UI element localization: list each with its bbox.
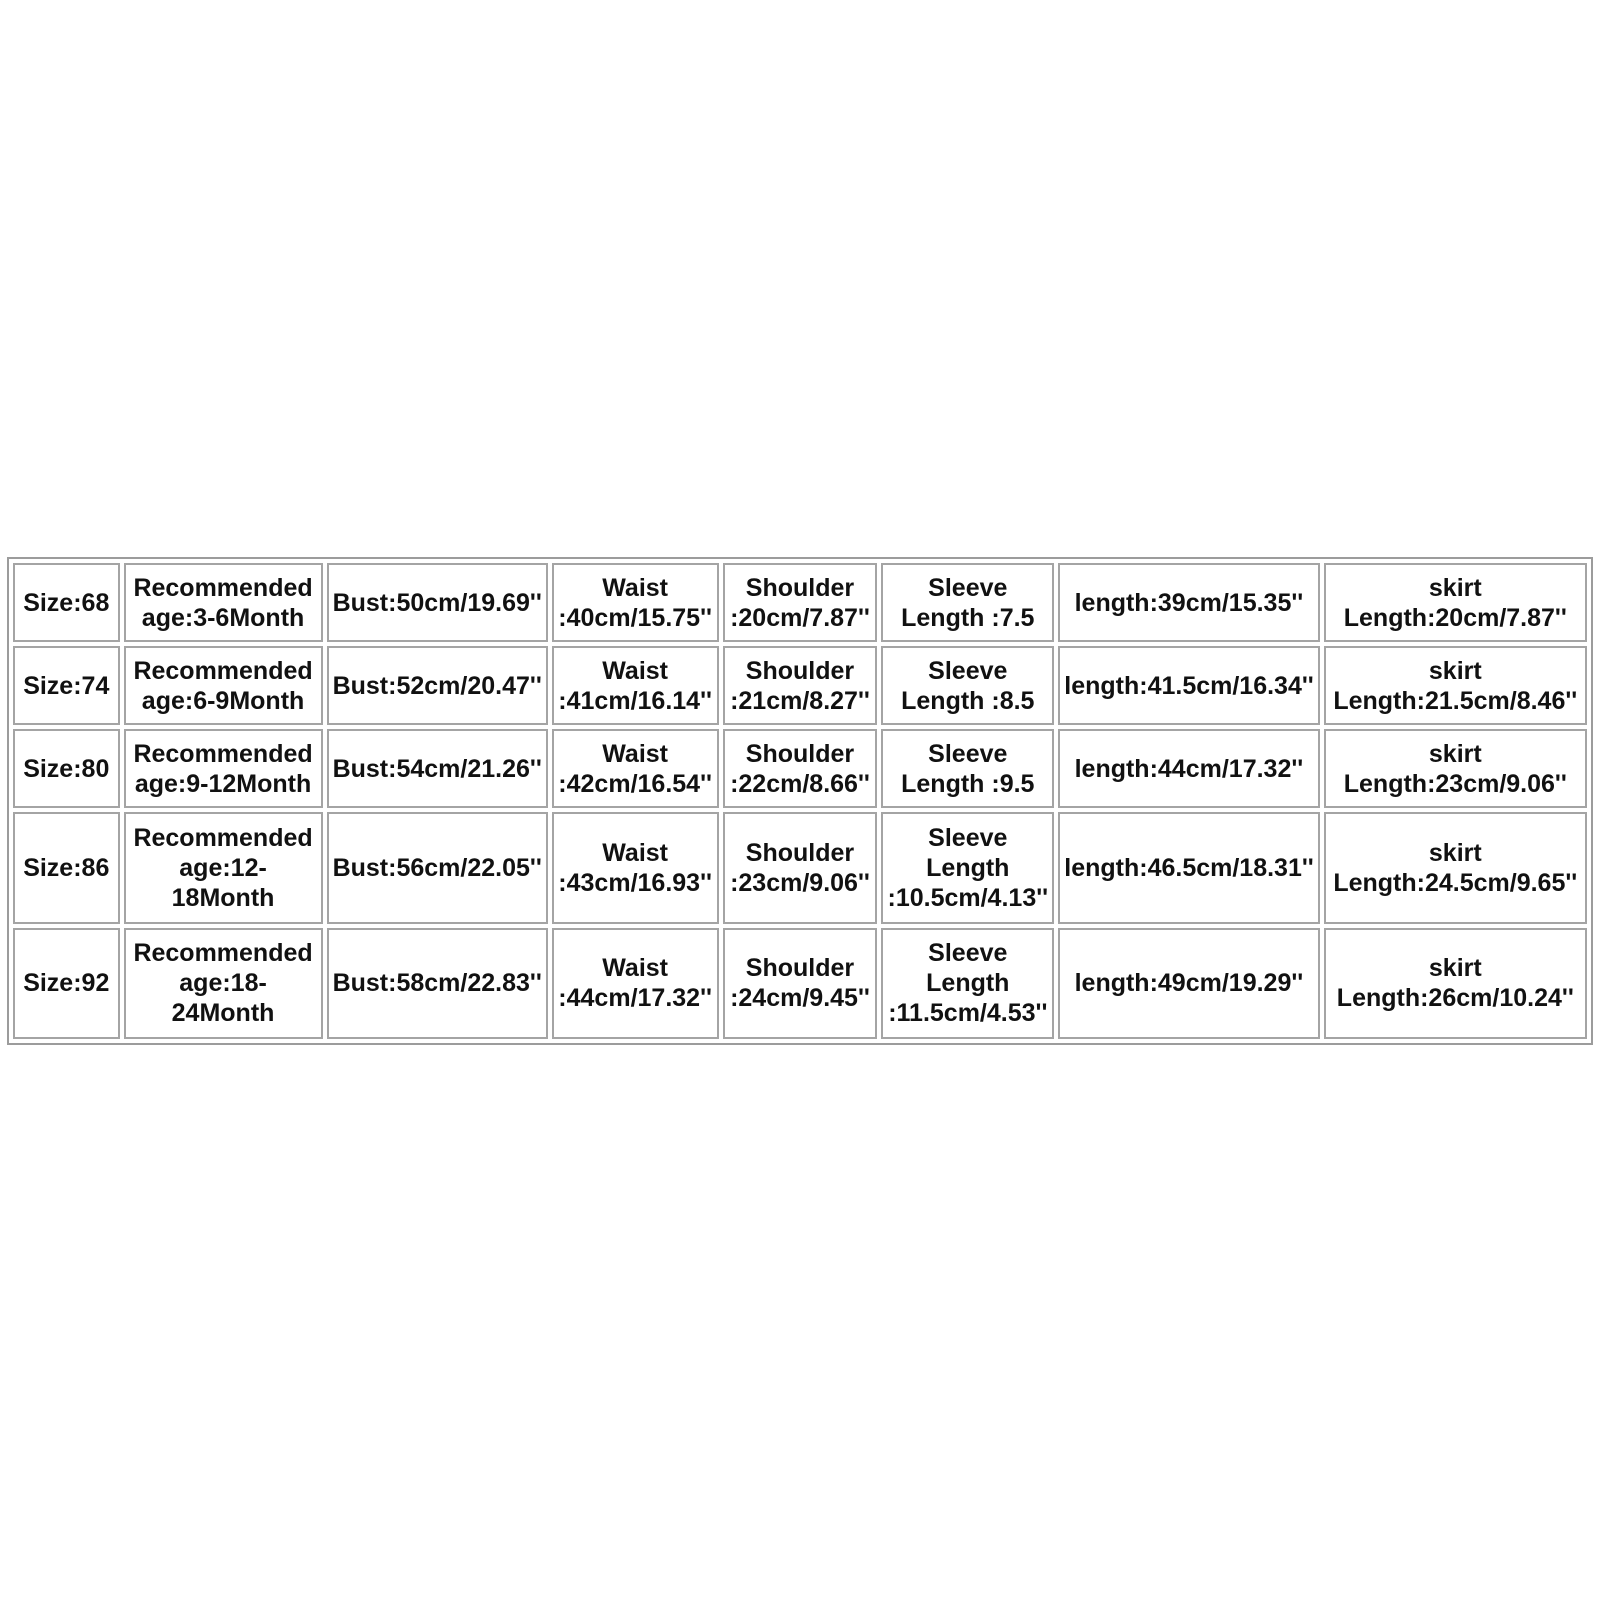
age-cell: Recommended age:18- 24Month: [124, 928, 323, 1040]
size-cell: Size:74: [13, 646, 120, 725]
length-cell: length:41.5cm/16.34'': [1058, 646, 1319, 725]
age-cell: Recommended age:6-9Month: [124, 646, 323, 725]
waist-cell: Waist :40cm/15.75'': [552, 563, 719, 642]
waist-cell: Waist :44cm/17.32'': [552, 928, 719, 1040]
sleeve-cell: Sleeve Length :9.5: [881, 729, 1054, 808]
shoulder-cell: Shoulder :22cm/8.66'': [723, 729, 878, 808]
skirt-cell: skirt Length:21.5cm/8.46'': [1324, 646, 1587, 725]
table-row: [13, 563, 1587, 642]
table-row: [13, 646, 1587, 725]
size-chart-frame: [7, 557, 1593, 1045]
sleeve-cell: Sleeve Length :7.5: [881, 563, 1054, 642]
table-row: [13, 928, 1587, 1040]
waist-cell: Waist :42cm/16.54'': [552, 729, 719, 808]
bust-cell: Bust:56cm/22.05'': [327, 812, 548, 923]
shoulder-cell: Shoulder :24cm/9.45'': [723, 928, 878, 1040]
size-cell: Size:92: [13, 928, 120, 1040]
bust-cell: Bust:50cm/19.69'': [327, 563, 548, 642]
waist-cell: Waist :41cm/16.14'': [552, 646, 719, 725]
bust-cell: Bust:52cm/20.47'': [327, 646, 548, 725]
age-cell: Recommended age:9-12Month: [124, 729, 323, 808]
length-cell: length:46.5cm/18.31'': [1058, 812, 1319, 923]
length-cell: length:49cm/19.29'': [1058, 928, 1319, 1040]
size-chart-table: [9, 559, 1591, 1043]
length-cell: length:44cm/17.32'': [1058, 729, 1319, 808]
size-cell: Size:80: [13, 729, 120, 808]
table-row: [13, 729, 1587, 808]
size-cell: Size:86: [13, 812, 120, 923]
table-row: [13, 812, 1587, 923]
waist-cell: Waist :43cm/16.93'': [552, 812, 719, 923]
shoulder-cell: Shoulder :23cm/9.06'': [723, 812, 878, 923]
sleeve-cell: Sleeve Length :11.5cm/4.53'': [881, 928, 1054, 1040]
shoulder-cell: Shoulder :21cm/8.27'': [723, 646, 878, 725]
size-cell: Size:68: [13, 563, 120, 642]
length-cell: length:39cm/15.35'': [1058, 563, 1319, 642]
age-cell: Recommended age:3-6Month: [124, 563, 323, 642]
skirt-cell: skirt Length:23cm/9.06'': [1324, 729, 1587, 808]
age-cell: Recommended age:12- 18Month: [124, 812, 323, 923]
skirt-cell: skirt Length:20cm/7.87'': [1324, 563, 1587, 642]
sleeve-cell: Sleeve Length :10.5cm/4.13'': [881, 812, 1054, 923]
bust-cell: Bust:58cm/22.83'': [327, 928, 548, 1040]
skirt-cell: skirt Length:24.5cm/9.65'': [1324, 812, 1587, 923]
sleeve-cell: Sleeve Length :8.5: [881, 646, 1054, 725]
bust-cell: Bust:54cm/21.26'': [327, 729, 548, 808]
shoulder-cell: Shoulder :20cm/7.87'': [723, 563, 878, 642]
skirt-cell: skirt Length:26cm/10.24'': [1324, 928, 1587, 1040]
